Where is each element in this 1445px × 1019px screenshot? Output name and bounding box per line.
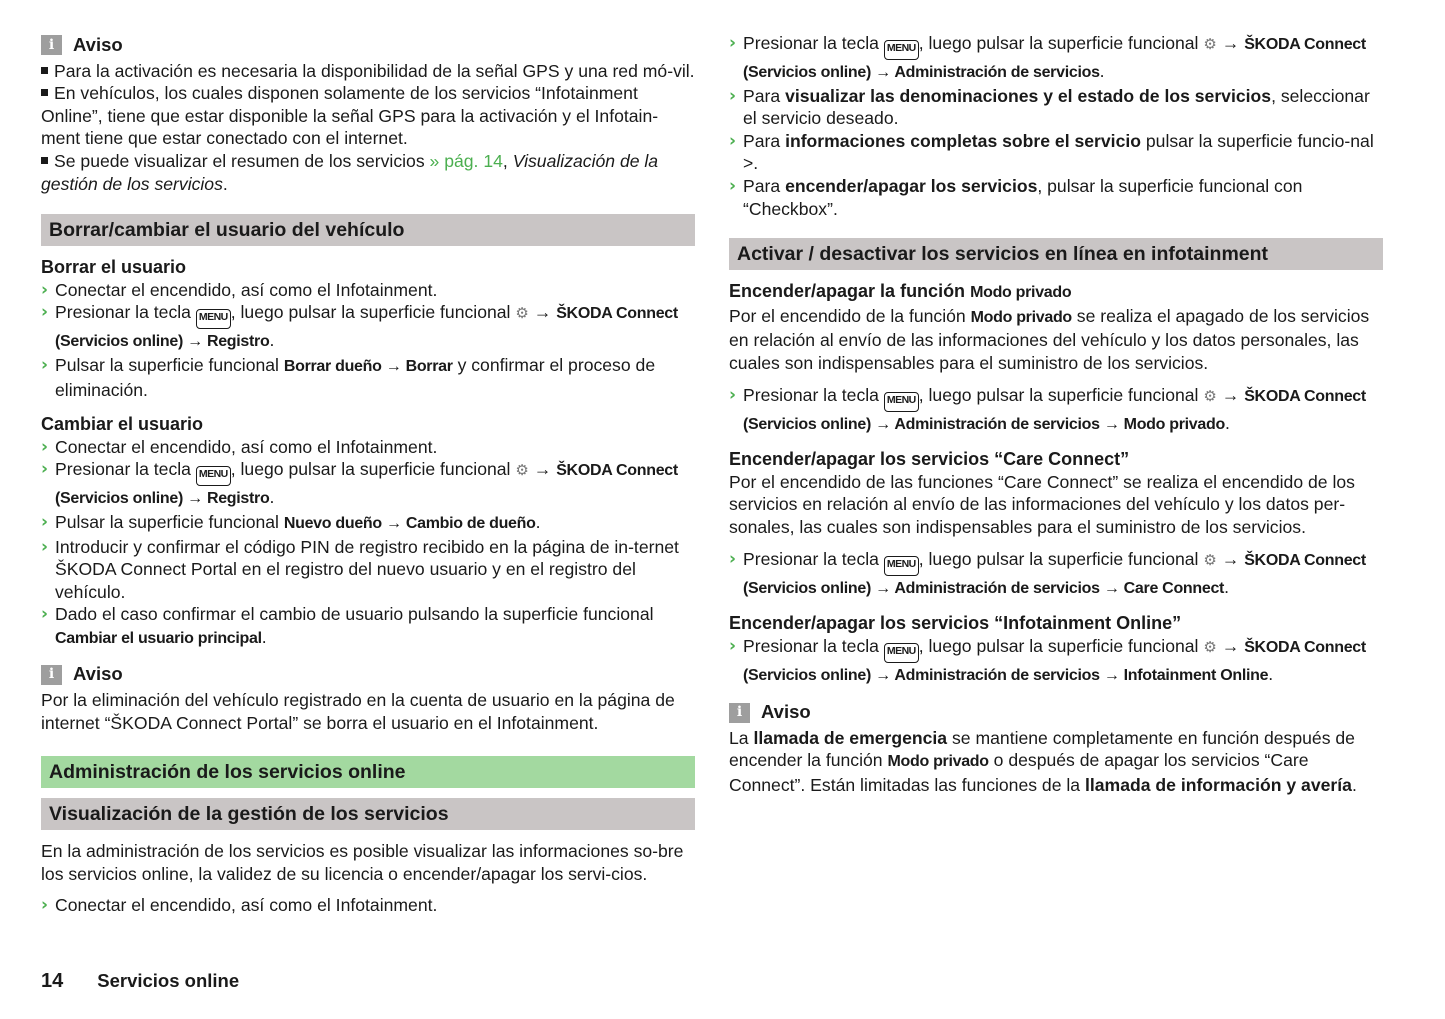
ui-control-path: ŠKODA Connect (Servicios online) → Registro: [55, 305, 678, 351]
note-heading: [41, 34, 695, 57]
step-text: Presionar la tecla: [55, 302, 196, 323]
note-item: [41, 60, 695, 83]
step-text: Presionar la tecla: [743, 33, 884, 53]
page-number: 14: [41, 970, 64, 992]
step-text: Presionar la tecla: [743, 635, 884, 656]
square-bullet-icon: [41, 89, 48, 96]
note-text: Por la eliminación del vehículo registrado en la cuenta de usuario en la página de internet “ŠKODA Connect Portal” se borra el usuario en el Infotainment.: [41, 690, 675, 733]
page-reference-link[interactable]: » pág. 14: [429, 150, 503, 171]
chevron-icon: ›: [729, 175, 737, 196]
menu-key-icon: MENU: [884, 40, 919, 60]
note-heading: [729, 701, 1383, 724]
note-aviso-1: [41, 34, 695, 195]
gear-icon: ⚙: [515, 304, 529, 323]
menu-key-icon: MENU: [884, 556, 919, 576]
section-title: Administración de los servicios online: [41, 756, 695, 788]
period: .: [1268, 663, 1274, 684]
bold-text: visualizar las denominaciones y el estado de los servicios: [785, 85, 1272, 106]
paragraph: [729, 305, 1383, 375]
page-footer-title: Servicios online: [97, 970, 240, 991]
gear-icon: ⚙: [1203, 35, 1217, 53]
step-item: [729, 85, 1383, 130]
chevron-icon: ›: [41, 279, 49, 300]
step-text: Presionar la tecla: [743, 384, 884, 405]
chevron-icon: ›: [729, 130, 737, 151]
chevron-icon: ›: [729, 635, 737, 656]
chevron-icon: ›: [41, 536, 49, 557]
chevron-icon: ›: [729, 548, 737, 569]
arrow: →: [1221, 33, 1240, 53]
note-text-part: se mantiene completamente en función después de encender la función: [729, 727, 1355, 771]
ui-control-name: Modo privado: [887, 753, 989, 771]
subsection-title: Encender/apagar los servicios “Care Connect”: [729, 449, 1130, 470]
period: .: [1099, 61, 1105, 81]
paragraph-text: Por el encendido de la función: [729, 305, 971, 326]
step-text: Presionar la tecla: [743, 548, 884, 569]
step-item: [41, 511, 695, 536]
info-icon: i: [41, 665, 62, 685]
step-text: , luego pulsar la superficie funcional: [918, 384, 1204, 405]
menu-key-icon: MENU: [884, 392, 919, 412]
gear-icon: ⚙: [515, 461, 529, 480]
note-heading-text: Aviso: [73, 34, 123, 55]
subsection-title: Borrar el usuario: [41, 257, 187, 278]
period: .: [269, 330, 275, 351]
chevron-icon: ›: [41, 354, 49, 375]
step-text: , luego pulsar la superficie funcional: [918, 635, 1204, 656]
page-footer: [41, 970, 239, 993]
bold-text: encender/apagar los servicios: [785, 175, 1038, 196]
step-item: [41, 536, 695, 604]
bold-text: llamada de emergencia: [753, 727, 948, 748]
subsection-title: Encender/apagar los servicios “Infotainment Online”: [729, 613, 1182, 634]
period: .: [1224, 412, 1230, 433]
menu-key-icon: MENU: [196, 309, 231, 329]
bold-text: informaciones completas sobre el servicio: [785, 130, 1141, 151]
section-title: Activar / desactivar los servicios en línea en infotainment: [729, 238, 1383, 270]
arrow: →: [533, 459, 552, 480]
step-item: [41, 894, 695, 917]
bold-text: llamada de información y avería: [1084, 775, 1352, 796]
step-text: Dado el caso confirmar el cambio de usuario pulsando la superficie funcional: [55, 604, 654, 625]
step-text: , seleccionar el servicio deseado.: [743, 85, 1370, 129]
step-text: Pulsar la superficie funcional: [55, 511, 284, 532]
info-icon: i: [41, 35, 62, 55]
step-text: Para: [743, 130, 786, 151]
ui-control-path: Cambiar el usuario principal: [55, 629, 262, 647]
note-item-text: Se puede visualizar el resumen de los servicios: [54, 150, 430, 171]
chevron-icon: ›: [41, 436, 49, 457]
step-item: [41, 301, 695, 354]
note-text: [729, 727, 1383, 797]
subsection-title: [729, 280, 1383, 305]
chevron-icon: ›: [41, 895, 49, 916]
note-item-text: Para la activación es necesaria la disponibilidad de la señal GPS y una red mó-vil.: [54, 60, 695, 81]
period: .: [261, 626, 267, 647]
step-item: [729, 32, 1383, 85]
step-text: Pulsar la superficie funcional: [55, 354, 284, 375]
period: .: [222, 173, 228, 194]
step-text: Para: [743, 85, 786, 106]
paragraph: En la administración de los servicios es posible visualizar las informaciones so-bre los servicios online, la validez de su licencia o encender/apagar los servi-cios.: [41, 841, 684, 884]
chevron-icon: ›: [41, 459, 49, 480]
note-aviso-3: [729, 701, 1383, 796]
step-text: pulsar la superficie funcio-nal >.: [743, 130, 1374, 174]
ui-control-path: ŠKODA Connect (Servicios online) → Administración de servicios → Infotainment Online: [743, 638, 1366, 684]
ui-control-name: Modo privado: [970, 308, 1072, 326]
step-text: , luego pulsar la superficie funcional: [230, 302, 516, 323]
step-text: Introducir y confirmar el código PIN de registro recibido en la página de in-ternet ŠKODA Connect Portal en el registro del nuevo usuario y en el registro del vehículo.: [55, 536, 679, 602]
step-item: [41, 279, 695, 302]
note-item: [41, 150, 695, 195]
ui-control-path: ŠKODA Connect (Servicios online) → Registro: [55, 462, 678, 508]
note-item: [41, 82, 695, 150]
gear-icon: ⚙: [1203, 637, 1217, 656]
step-text: Presionar la tecla: [55, 459, 196, 480]
right-column: [729, 32, 1383, 797]
chevron-icon: ›: [41, 511, 49, 532]
ui-control-name: Modo privado: [970, 284, 1072, 302]
menu-key-icon: MENU: [196, 466, 231, 486]
note-heading-text: Aviso: [73, 663, 123, 685]
step-text: , luego pulsar la superficie funcional: [918, 33, 1204, 53]
ui-control-path: ŠKODA Connect (Servicios online) → Administración de servicios: [743, 36, 1366, 81]
arrow: →: [1221, 548, 1240, 569]
separator: ,: [502, 150, 513, 171]
square-bullet-icon: [41, 67, 48, 74]
step-item: [729, 548, 1383, 601]
period: .: [269, 487, 275, 508]
note-aviso-2: [41, 663, 695, 734]
subsection-title-text: Encender/apagar la función: [729, 281, 971, 302]
step-text: Para: [743, 175, 786, 196]
step-item: [729, 384, 1383, 437]
square-bullet-icon: [41, 157, 48, 164]
paragraph: Por el encendido de las funciones “Care Connect” se realiza el encendido de los servicios en relación al envío de las informaciones del vehículo y los datos per-sonales, las cuales son indispensables para el suministro de los servicios.: [729, 471, 1355, 537]
paragraph-text: se realiza el apagado de los servicios en relación al envío de las informaciones del vehículo y los datos personales, las cuales son indispensables para el suministro de los servicios.: [729, 305, 1370, 373]
arrow: →: [1221, 635, 1240, 656]
arrow: →: [533, 302, 552, 323]
chevron-icon: ›: [41, 302, 49, 323]
ui-control-path: ŠKODA Connect (Servicios online) → Administración de servicios → Care Connect: [743, 551, 1366, 597]
left-column: [41, 32, 695, 917]
step-item: [41, 354, 695, 401]
step-item: [41, 603, 695, 650]
gear-icon: ⚙: [1203, 386, 1217, 405]
section-title: Borrar/cambiar el usuario del vehículo: [41, 214, 695, 246]
chevron-icon: ›: [729, 384, 737, 405]
subsection-title: Cambiar el usuario: [41, 414, 204, 435]
gear-icon: ⚙: [1203, 550, 1217, 569]
step-text: y confirmar el proceso de eliminación.: [55, 354, 656, 400]
period: .: [1351, 775, 1357, 796]
chevron-icon: ›: [729, 85, 737, 106]
chevron-icon: ›: [729, 33, 737, 53]
step-item: [729, 175, 1383, 220]
step-item: [729, 635, 1383, 688]
note-text-part: o después de apagar los servicios “Care Connect”. Están limitadas las funciones de la: [729, 750, 1309, 796]
step-text: Conectar el encendido, así como el Infotainment.: [55, 436, 438, 457]
note-heading: [41, 663, 695, 686]
step-item: [41, 458, 695, 511]
note-text-part: La: [729, 727, 754, 748]
ui-control-path: ŠKODA Connect (Servicios online) → Administración de servicios → Modo privado: [743, 387, 1366, 433]
step-item: [729, 130, 1383, 175]
arrow: →: [1221, 384, 1240, 405]
step-text: , luego pulsar la superficie funcional: [230, 459, 516, 480]
step-text: , pulsar la superficie funcional con “Checkbox”.: [743, 175, 1303, 219]
section-title: Visualización de la gestión de los servicios: [41, 798, 695, 830]
note-item-text: En vehículos, los cuales disponen solamente de los servicios “Infotainment Online”, tiene que estar disponible la señal GPS para la activación y el Infotain-ment tiene que estar conectado con el internet.: [41, 83, 659, 149]
step-text: , luego pulsar la superficie funcional: [918, 548, 1204, 569]
menu-key-icon: MENU: [884, 643, 919, 663]
period: .: [535, 511, 541, 532]
ui-control-path: Borrar dueño → Borrar: [283, 357, 453, 375]
reference-title: Visualización de la gestión de los servicios: [41, 150, 659, 194]
info-icon: i: [729, 703, 750, 723]
ui-control-path: Nuevo dueño → Cambio de dueño: [283, 514, 536, 532]
step-text: Conectar el encendido, así como el Infotainment.: [55, 895, 438, 916]
note-heading-text: Aviso: [761, 701, 811, 723]
step-item: [41, 436, 695, 459]
chevron-icon: ›: [41, 604, 49, 625]
period: .: [1224, 576, 1229, 597]
step-text: Conectar el encendido, así como el Infotainment.: [55, 279, 438, 300]
